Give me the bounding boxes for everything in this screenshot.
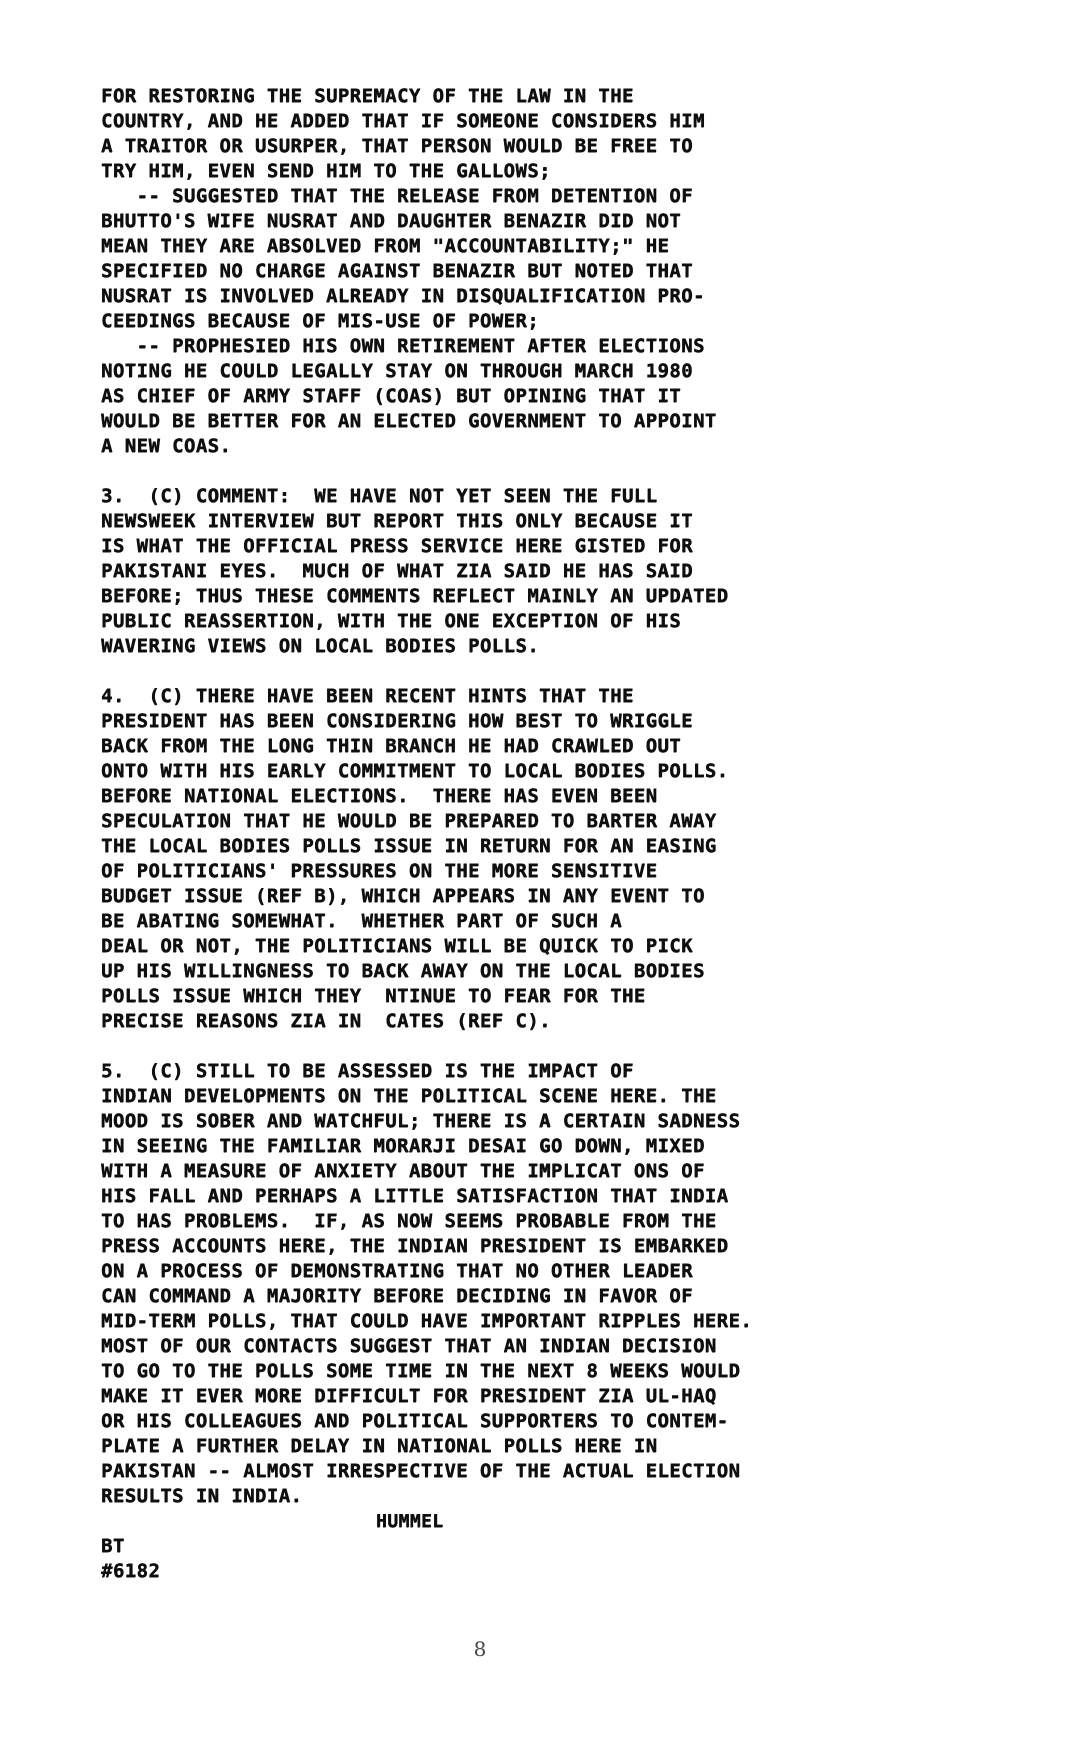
text-line: ON A PROCESS OF DEMONSTRATING THAT NO OTHER LEADER — [101, 1260, 693, 1282]
continuation-paragraph — [101, 84, 941, 459]
text-line: POLLS ISSUE WHICH THEY NTINUE TO FEAR FOR THE — [101, 985, 646, 1007]
text-line: MOOD IS SOBER AND WATCHFUL; THERE IS A CERTAIN SADNESS — [101, 1110, 741, 1132]
text-line: DEAL OR NOT, THE POLITICIANS WILL BE QUICK TO PICK — [101, 935, 693, 957]
text-line: MOST OF OUR CONTACTS SUGGEST THAT AN INDIAN DECISION — [101, 1335, 717, 1357]
text-line: OR HIS COLLEAGUES AND POLITICAL SUPPORTERS TO CONTEM- — [101, 1410, 729, 1432]
text-line: TRY HIM, EVEN SEND HIM TO THE GALLOWS; — [101, 160, 551, 182]
text-line: INDIAN DEVELOPMENTS ON THE POLITICAL SCENE HERE. THE — [101, 1085, 717, 1107]
text-line: SPECIFIED NO CHARGE AGAINST BENAZIR BUT NOTED THAT — [101, 260, 693, 282]
message-trailer — [101, 1534, 941, 1584]
text-line: UP HIS WILLINGNESS TO BACK AWAY ON THE LOCAL BODIES — [101, 960, 705, 982]
text-line: NEWSWEEK INTERVIEW BUT REPORT THIS ONLY BECAUSE IT — [101, 510, 693, 532]
text-line: A NEW COAS. — [101, 435, 232, 457]
trailer-message-number: #6182 — [101, 1560, 161, 1582]
text-line: WAVERING VIEWS ON LOCAL BODIES POLLS. — [101, 635, 540, 657]
text-line: -- SUGGESTED THAT THE RELEASE FROM DETENTION OF — [101, 185, 693, 207]
text-line: BACK FROM THE LONG THIN BRANCH HE HAD CRAWLED OUT — [101, 735, 682, 757]
text-line: THE LOCAL BODIES POLLS ISSUE IN RETURN FOR AN EASING — [101, 835, 717, 857]
text-line: BE ABATING SOMEWHAT. WHETHER PART OF SUCH A — [101, 910, 622, 932]
trailer-bt: BT — [101, 1535, 125, 1557]
text-line: AS CHIEF OF ARMY STAFF (COAS) BUT OPINING THAT IT — [101, 385, 682, 407]
paragraph-gap — [101, 459, 941, 484]
text-line: -- PROPHESIED HIS OWN RETIREMENT AFTER ELECTIONS — [101, 335, 705, 357]
text-line: PLATE A FURTHER DELAY IN NATIONAL POLLS HERE IN — [101, 1435, 658, 1457]
text-line: PRESS ACCOUNTS HERE, THE INDIAN PRESIDENT IS EMBARKED — [101, 1235, 729, 1257]
paragraph-4 — [101, 684, 941, 1034]
text-line: TO GO TO THE POLLS SOME TIME IN THE NEXT 8 WEEKS WOULD — [101, 1360, 741, 1382]
text-line: 5. (C) STILL TO BE ASSESSED IS THE IMPACT OF — [101, 1060, 634, 1082]
text-line: MAKE IT EVER MORE DIFFICULT FOR PRESIDENT ZIA UL-HAQ — [101, 1385, 717, 1407]
text-line: IS WHAT THE OFFICIAL PRESS SERVICE HERE GISTED FOR — [101, 535, 693, 557]
signature: HUMMEL — [376, 1511, 444, 1532]
paragraph-3 — [101, 484, 941, 659]
text-line: 3. (C) COMMENT: WE HAVE NOT YET SEEN THE FULL — [101, 485, 658, 507]
text-line: CAN COMMAND A MAJORITY BEFORE DECIDING IN FAVOR OF — [101, 1285, 693, 1307]
text-line: HIS FALL AND PERHAPS A LITTLE SATISFACTION THAT INDIA — [101, 1185, 729, 1207]
text-line: BEFORE; THUS THESE COMMENTS REFLECT MAINLY AN UPDATED — [101, 585, 729, 607]
text-line: TO HAS PROBLEMS. IF, AS NOW SEEMS PROBABLE FROM THE — [101, 1210, 717, 1232]
text-line: CEEDINGS BECAUSE OF MIS-USE OF POWER; — [101, 310, 540, 332]
text-line: RESULTS IN INDIA. — [101, 1485, 303, 1507]
text-line: A TRAITOR OR USURPER, THAT PERSON WOULD BE FREE TO — [101, 135, 693, 157]
text-line: NOTING HE COULD LEGALLY STAY ON THROUGH MARCH 1980 — [101, 360, 693, 382]
page-number: 8 — [473, 1637, 487, 1661]
text-line: BHUTTO'S WIFE NUSRAT AND DAUGHTER BENAZIR DID NOT — [101, 210, 682, 232]
text-line: NUSRAT IS INVOLVED ALREADY IN DISQUALIFICATION PRO- — [101, 285, 705, 307]
text-line: COUNTRY, AND HE ADDED THAT IF SOMEONE CONSIDERS HIM — [101, 110, 705, 132]
text-line: PAKISTAN -- ALMOST IRRESPECTIVE OF THE ACTUAL ELECTION — [101, 1460, 741, 1482]
text-line: BUDGET ISSUE (REF B), WHICH APPEARS IN ANY EVENT TO — [101, 885, 705, 907]
text-line: WOULD BE BETTER FOR AN ELECTED GOVERNMENT TO APPOINT — [101, 410, 717, 432]
text-line: PRECISE REASONS ZIA IN CATES (REF C). — [101, 1010, 551, 1032]
text-line: 4. (C) THERE HAVE BEEN RECENT HINTS THAT THE — [101, 685, 634, 707]
text-line: ONTO WITH HIS EARLY COMMITMENT TO LOCAL BODIES POLLS. — [101, 760, 729, 782]
paragraph-gap — [101, 1034, 941, 1059]
text-line: OF POLITICIANS' PRESSURES ON THE MORE SENSITIVE — [101, 860, 658, 882]
text-line: IN SEEING THE FAMILIAR MORARJI DESAI GO DOWN, MIXED — [101, 1135, 705, 1157]
text-line: MEAN THEY ARE ABSOLVED FROM "ACCOUNTABILITY;" HE — [101, 235, 670, 257]
paragraph-gap — [101, 659, 941, 684]
text-line: FOR RESTORING THE SUPREMACY OF THE LAW IN THE — [101, 85, 634, 107]
text-line: PRESIDENT HAS BEEN CONSIDERING HOW BEST TO WRIGGLE — [101, 710, 693, 732]
cable-text — [101, 84, 941, 1584]
text-line: PAKISTANI EYES. MUCH OF WHAT ZIA SAID HE HAS SAID — [101, 560, 693, 582]
text-line: PUBLIC REASSERTION, WITH THE ONE EXCEPTION OF HIS — [101, 610, 682, 632]
text-line: SPECULATION THAT HE WOULD BE PREPARED TO BARTER AWAY — [101, 810, 717, 832]
text-line: WITH A MEASURE OF ANXIETY ABOUT THE IMPLICAT ONS OF — [101, 1160, 705, 1182]
paragraph-5 — [101, 1059, 941, 1509]
text-line: BEFORE NATIONAL ELECTIONS. THERE HAS EVEN BEEN — [101, 785, 658, 807]
text-line: MID-TERM POLLS, THAT COULD HAVE IMPORTANT RIPPLES HERE. — [101, 1310, 753, 1332]
